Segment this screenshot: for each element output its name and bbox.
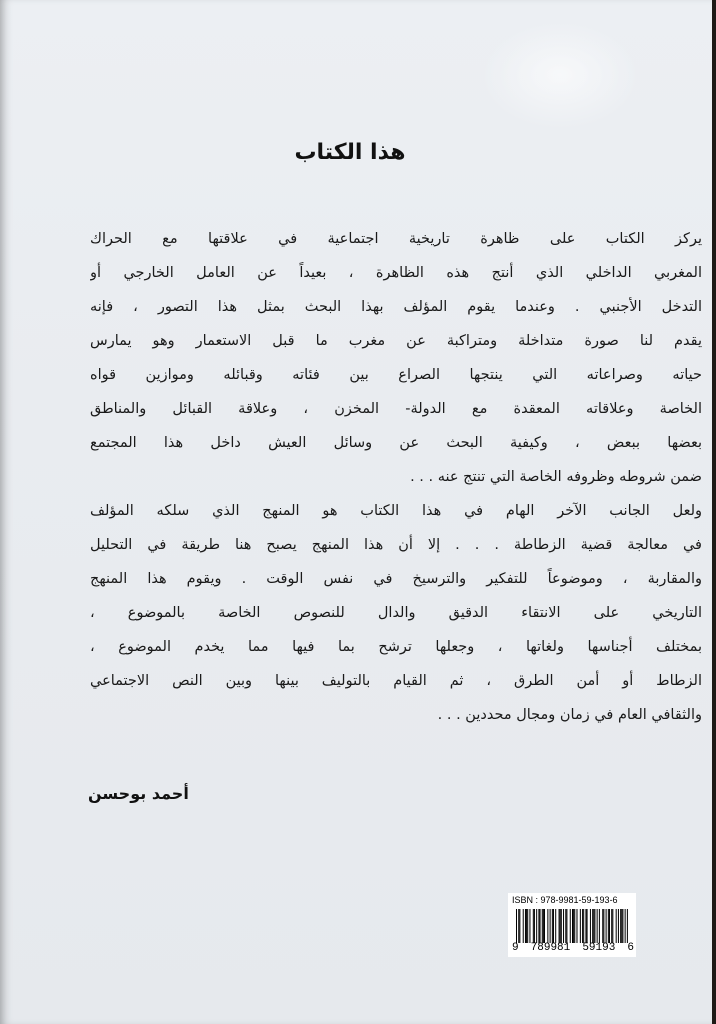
blurb-line: ولعل الجانب الآخر الهام في هذا الكتاب هو المنهج الذي سلكه المؤلف <box>90 503 702 519</box>
blurb-paragraph-2 <box>90 494 702 732</box>
blurb-line: والمقاربة ، وموضوعاً للتفكير والترسيخ في نفس الوقت . ويقوم هذا المنهج <box>90 571 702 587</box>
barcode-bar <box>574 909 575 943</box>
barcode-bar <box>542 909 543 943</box>
blurb-line: التدخل الأجنبي . وعندما يقوم المؤلف بهذا البحث بمثل هذا التصور ، فإنه <box>90 299 702 315</box>
barcode-bar <box>611 909 612 943</box>
blurb-paragraph-1 <box>90 222 702 494</box>
barcode-bar <box>552 909 553 943</box>
barcode-bar <box>560 909 561 943</box>
barcode-digits <box>512 942 634 954</box>
barcode <box>516 909 628 943</box>
barcode-bar <box>599 909 600 943</box>
barcode-bar <box>576 909 577 943</box>
blurb-line: يركز الكتاب على ظاهرة تاريخية اجتماعية في علاقتها مع الحراك <box>90 231 702 247</box>
blurb-line: المغربي الداخلي الذي أنتج هذه الظاهرة ، بعيداً عن العامل الخارجي أو <box>90 265 702 281</box>
barcode-bar <box>518 909 519 943</box>
barcode-bar <box>540 909 541 943</box>
barcode-bar <box>612 909 613 943</box>
barcode-bar <box>594 909 595 943</box>
barcode-bar <box>621 909 622 943</box>
barcode-bar <box>523 909 524 943</box>
author-name: أحمد بوحسن <box>88 784 189 803</box>
blurb-line: يقدم لنا صورة متداخلة ومتراكبة عن مغرب ما قبل الاستعمار وهو يمارس <box>90 333 702 349</box>
barcode-bar <box>536 909 537 943</box>
barcode-bar <box>603 909 604 943</box>
barcode-bar <box>583 909 584 943</box>
barcode-bar <box>587 909 588 943</box>
barcode-bar <box>519 909 520 943</box>
barcode-bar <box>622 909 623 943</box>
blurb-line: بعضها ببعض ، وكيفية البحث عن وسائل العيش داخل هذا المجتمع <box>90 435 702 451</box>
barcode-bar <box>527 909 528 943</box>
barcode-bar <box>543 909 544 943</box>
barcode-bar <box>590 909 591 943</box>
barcode-bar <box>538 909 539 943</box>
barcode-bar <box>572 909 573 943</box>
barcode-bar <box>625 909 626 943</box>
isbn-barcode-block <box>508 893 636 957</box>
cover-edge-shadow <box>712 0 716 1024</box>
blurb-line: ضمن شروطه وظروفه الخاصة التي تنتج عنه . . . <box>410 469 702 485</box>
barcode-bar <box>525 909 526 943</box>
barcode-bar <box>608 909 609 943</box>
cover-title: هذا الكتاب <box>294 140 406 165</box>
barcode-bar <box>593 909 594 943</box>
barcode-bar <box>606 909 607 943</box>
barcode-bar <box>609 909 610 943</box>
barcode-bar <box>563 909 564 943</box>
barcode-bar <box>597 909 598 943</box>
barcode-bar <box>570 909 571 943</box>
isbn-label: ISBN : 978-9981-59-193-6 <box>512 895 618 905</box>
blurb-line: الزطاط أو أمن الطرق ، ثم القيام بالتوليف بينها وبين النص الاجتماعي <box>90 673 702 689</box>
barcode-bar <box>559 909 560 943</box>
barcode-digit-group: 6 <box>627 942 634 954</box>
blurb-line: التاريخي على الانتقاء الدقيق والدال للنصوص الخاصة بالموضوع ، <box>90 605 702 621</box>
barcode-bar <box>550 909 551 943</box>
barcode-bar <box>561 909 562 943</box>
barcode-bar <box>566 909 567 943</box>
light-glare <box>480 20 640 130</box>
barcode-bar <box>544 909 545 943</box>
barcode-bar <box>553 909 554 943</box>
barcode-bar <box>580 909 581 943</box>
barcode-bar <box>620 909 621 943</box>
barcode-bar <box>618 909 619 943</box>
barcode-digit-group: 9 <box>512 942 519 954</box>
blurb-line: والثقافي العام في زمان ومجال محددين . . . <box>437 707 702 723</box>
blurb-line: في معالجة قضية الزطاطة . . . إلا أن هذا المنهج يصبح هنا طريقة في التحليل <box>90 537 702 553</box>
barcode-bar <box>529 909 530 943</box>
barcode-bar <box>592 909 593 943</box>
blurb-line: حياته وصراعاته التي ينتجها الصراع بين فئاته وقبائله وموازين قواه <box>90 367 702 383</box>
blurb-line: الخاصة وعلاقاته المعقدة مع الدولة- المخزن ، وعلاقة القبائل والمناطق <box>90 401 702 417</box>
barcode-digit-group: 789981 <box>530 942 571 954</box>
barcode-bar <box>602 909 603 943</box>
barcode-bar <box>582 909 583 943</box>
barcode-bar <box>516 909 517 943</box>
barcode-bar <box>585 909 586 943</box>
blurb-line: بمختلف أجناسها ولغاتها ، وجعلها ترشح بما فيها مما يخدم الموضوع ، <box>90 639 702 655</box>
barcode-bar <box>555 909 556 943</box>
barcode-bar <box>627 909 628 943</box>
barcode-bar <box>533 909 534 943</box>
barcode-bar <box>616 909 617 943</box>
barcode-bar <box>573 909 574 943</box>
barcode-bar <box>526 909 527 943</box>
barcode-digit-group: 59193 <box>582 942 616 954</box>
barcode-bar <box>547 909 548 943</box>
barcode-bar <box>534 909 535 943</box>
barcode-bar <box>565 909 566 943</box>
